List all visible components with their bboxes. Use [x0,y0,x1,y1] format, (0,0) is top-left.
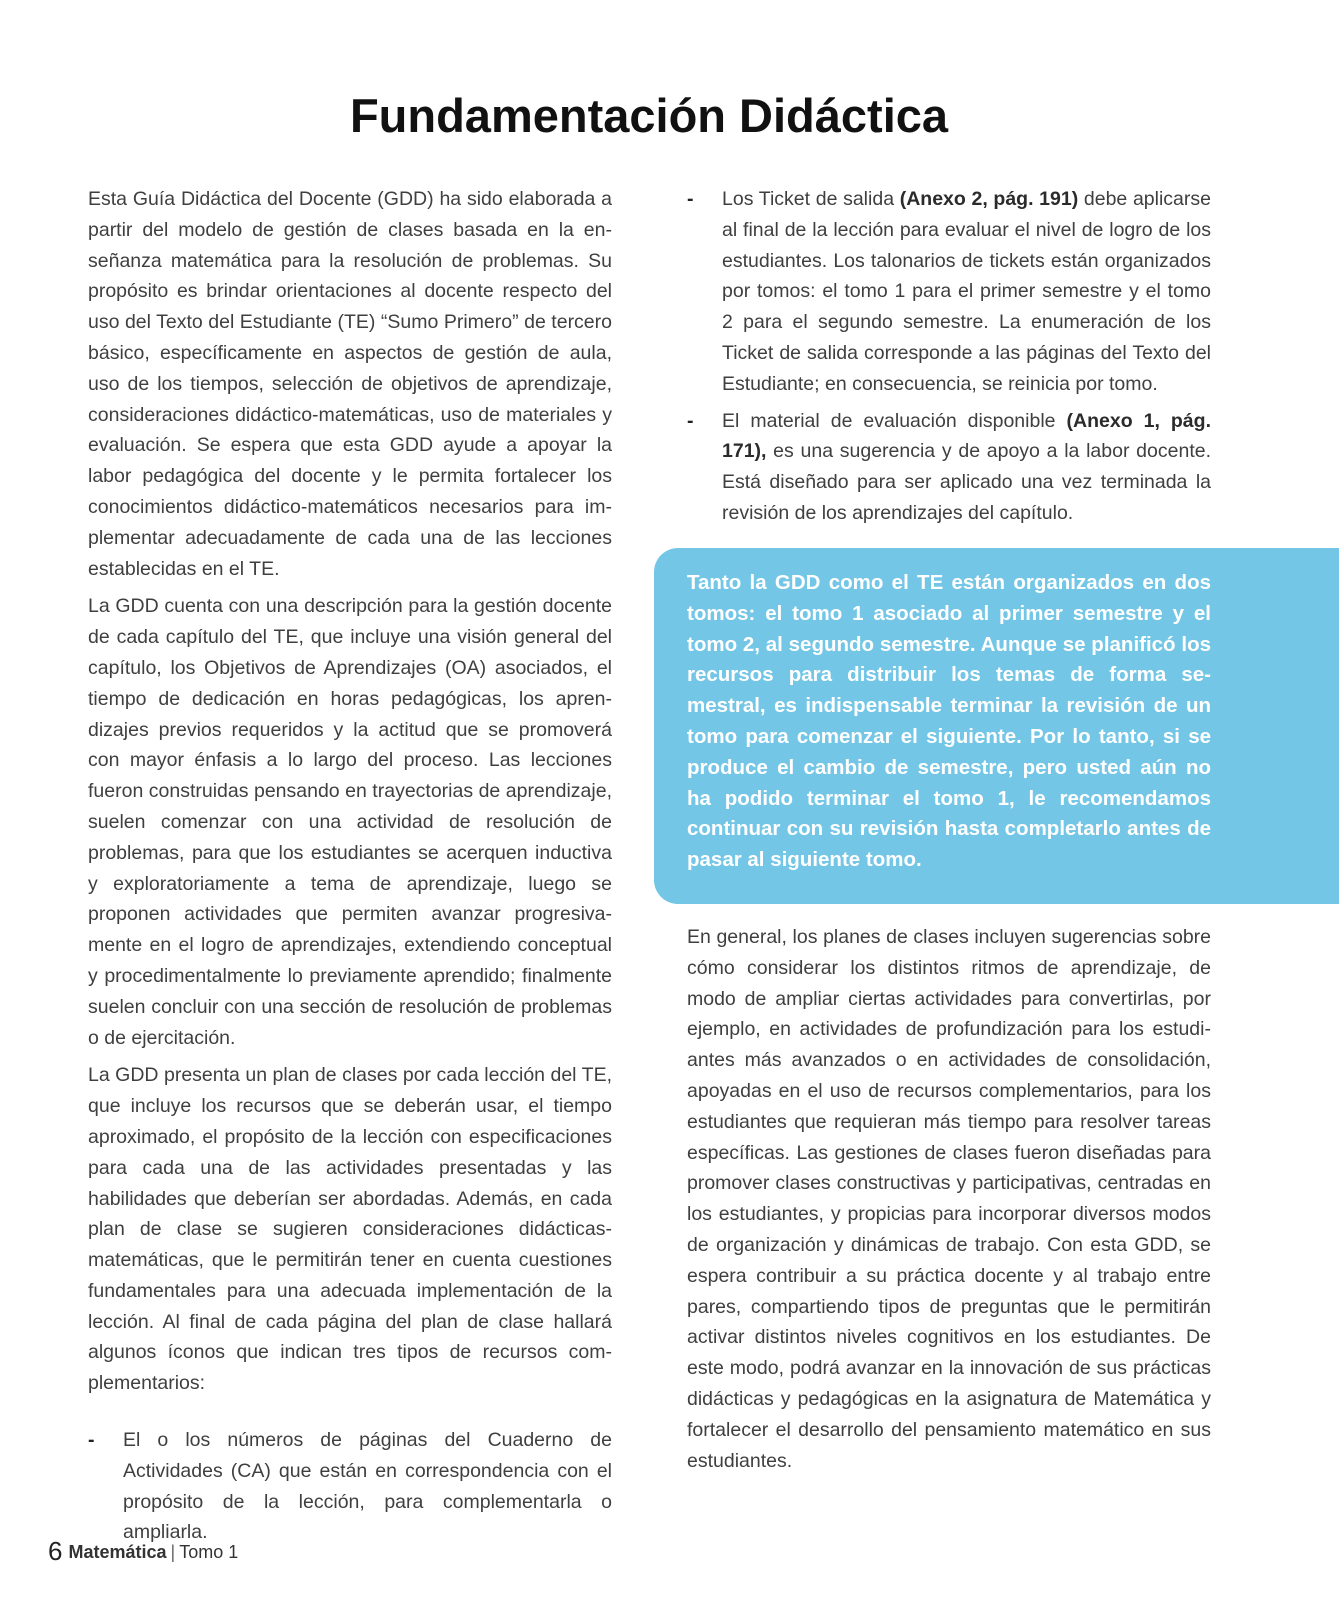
page-number: 6 [48,1536,63,1566]
bullet-dash: - [687,409,694,432]
bullet-annex-reference: (Anexo 1, pág. 171), [722,409,1211,463]
footer-subject: Matemática [68,1542,167,1562]
closing-paragraph: En general, los planes de clases incluyen sugerencias sobre cómo considerar los distintos ritmos de aprendizaje, de modo de ampliar ciertas actividades para convertirlas, por ejemplo, en actividades de profundización para los estudiantes más avanzados o en actividades de consolidación, apoyadas en el uso de recursos complementarios, para los estudiantes que requieran más tiempo para resolver tareas específicas. Las gestiones de clases fueron diseñadas para promover clases constructivas y participativas, centradas en los estudiantes, y propicias para incorporar diversos modos de organización y dinámicas de trabajo. Con esta GDD, se espera contribuir a su práctica docente y al trabajo entre pares, compartiendo tipos de preguntas que le permitirán activar distintos niveles cognitivos en los estudiantes. De este modo, podrá avanzar en la innovación de sus prácticas didácticas y pedagógicas en la asignatura de Matemática y fortalecer el desarrollo del pensamiento matemático en sus estudiantes. [687,926,1211,1472]
bullet-text-pre: Los Ticket de salida [722,188,900,210]
bullet-dash: - [88,1429,95,1452]
page-title: Fundamentación Didáctica [349,89,949,142]
bullet-dash: - [687,188,694,210]
intro-paragraph: Esta Guía Didáctica del Docente (GDD) ha sido elaborada a partir del modelo de gestión de clases basada en la enseñanza matemática para la resolución de problemas. Su propósito es brindar orientaciones al docente respecto del uso del Texto del Estudiante (TE) “Sumo Primero” de tercero básico, específicamente en aspectos de gestión de aula, uso de los tiempos, selección de objetivos de aprendizaje, consideraciones didáctico-matemáticas, uso de materiales y evaluación. Se espera que esta GDD ayude a apoyar la labor pedagógica del docente y le permita fortalecer los conocimientos didáctico-matemáticos necesarios para implementar adecuadamente de cada una de las lecciones establecidas en el TE. [88,188,612,580]
resource-bullet-activities-book [88,1425,612,1548]
bullet-text-post: es una sugerencia y de apoyo a la labor docente. Está diseñado para ser aplicado una vez terminada la revisión de los aprendizajes del capítulo. [722,440,1211,524]
footer-separator: | [170,1542,176,1562]
left-column [88,184,612,1554]
right-column-top [687,184,1211,535]
page-footer [48,1536,238,1567]
description-paragraph: La GDD cuenta con una descripción para la gestión docente de cada capítulo del TE, que incluye una visión general del capítulo, los Objetivos de Aprendizajes (OA) asociados, el tiempo de dedicación en horas pedagógicas, los aprendizajes previos requeridos y la actitud que se promoverá con mayor énfasis a lo largo del proceso. Las lecciones fueron construidas pensando en trayectorias de aprendizaje, suelen comenzar con una actividad de resolución de problemas, para que los estudiantes se acerquen inductiva y exploratoriamente a tema de aprendizaje, luego se proponen actividades que permiten avanzar progresivamente en el logro de aprendizajes, extendiendo conceptual y procedimentalmente lo previamente aprendido; finalmente suelen concluir con una sección de resolución de problemas o de ejercitación. [88,595,612,1049]
bullet-text-pre: El material de evaluación disponible [722,409,1067,432]
bullet-annex-reference: (Anexo 2, pág. 191) [899,188,1079,210]
resource-bullet-exit-ticket [687,184,1211,400]
resource-bullet-evaluation-material [687,406,1211,529]
right-column-bottom [687,922,1211,1483]
footer-volume: Tomo 1 [179,1542,239,1562]
bullet-text-post: debe aplicarse al final de la lección para evaluar el nivel de logro de los estudiantes. Los talonarios de tickets están organizados por tomos: el tomo 1 para el primer semestre y el tomo 2 para el segundo semestre. La enumeración de los Ticket de salida corresponde a las páginas del Texto del Estudiante; en consecuencia, se reinicia por tomo. [722,188,1211,395]
bullet-text: El o los números de páginas del Cuaderno de Actividades (CA) que están en correspondencia con el propósito de la lección, para complementarla o ampliarla. [123,1429,612,1544]
callout-text: Tanto la GDD como el TE están organizados en dos tomos: el tomo 1 asociado al primer semestre y el tomo 2, al segundo semestre. Aunque se planificó los recursos para distribuir los temas de forma semestral, es indispensable terminar la revisión de un tomo para comenzar el siguiente. Por lo tanto, si se produce el cambio de semestre, pero usted aún no ha podido terminar el tomo 1, le recomendamos continuar con su revisión hasta completarlo antes de pasar al siguiente tomo. [687,571,1211,872]
lesson-plan-paragraph: La GDD presenta un plan de clases por cada lección del TE, que incluye los recursos que se deberán usar, el tiempo aproximado, el propósito de la lección con especificaciones para cada una de las actividades presentadas y las habilidades que deberían ser abordadas. Además, en cada plan de clase se sugieren consideraciones didácticas-matemáticas, que le permitirán tener en cuenta cuestiones fundamentales para una adecuada implementación de la lección. Al final de cada página del plan de clase hallará algunos íconos que indican tres tipos de recursos complementarios: [88,1064,612,1395]
